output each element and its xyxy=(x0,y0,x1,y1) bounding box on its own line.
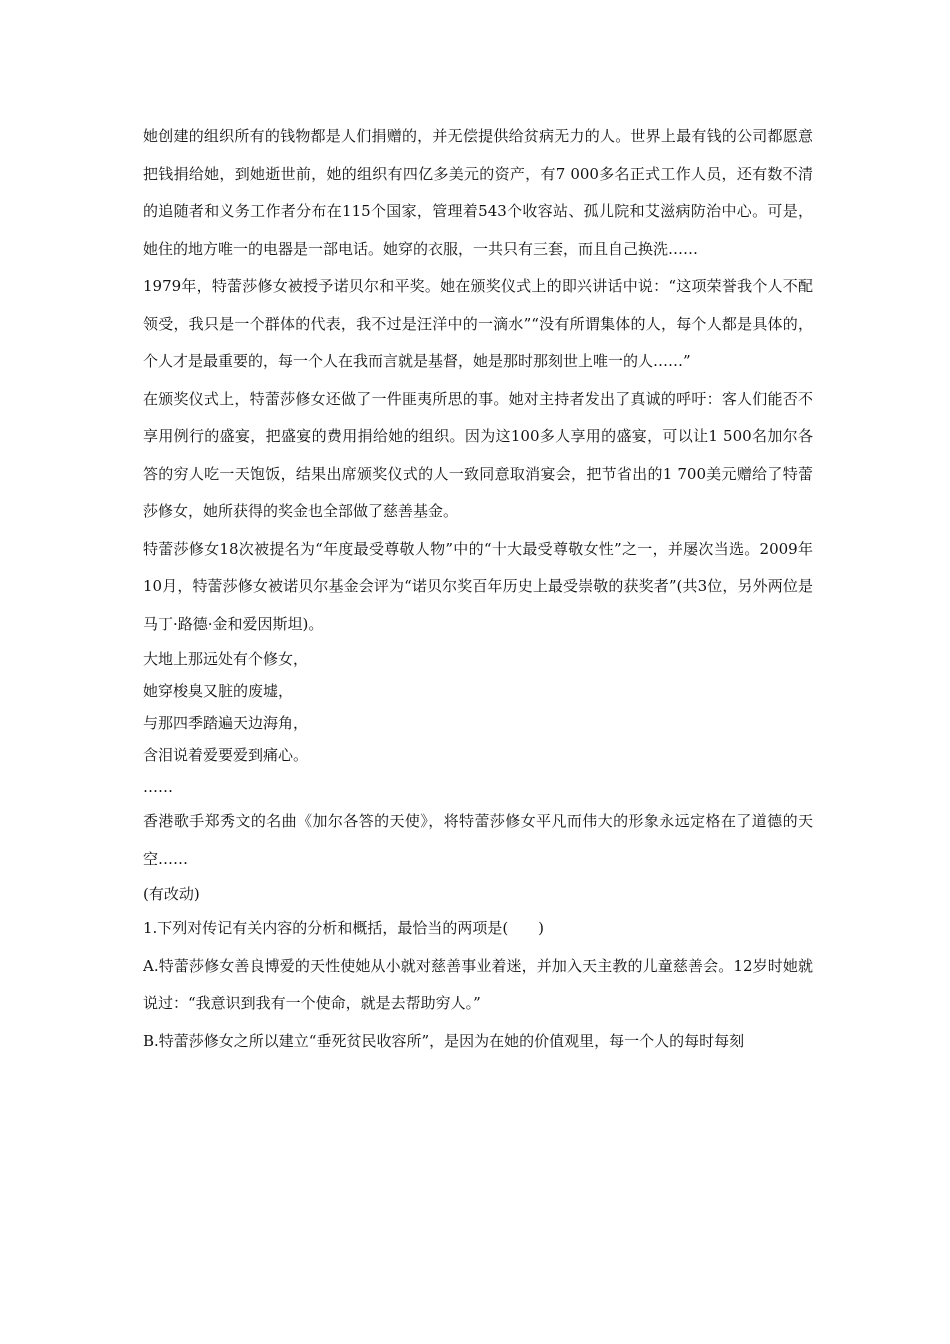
document-body xyxy=(143,118,813,1060)
poem-line: 大地上那远处有个修女， xyxy=(143,650,309,668)
poem-line: 她穿梭臭又脏的废墟， xyxy=(143,682,294,700)
paragraph-closing: 香港歌手郑秀文的名曲《加尔各答的天使》，将特蕾莎修女平凡而伟大的形象永远定格在了道德的天空…… xyxy=(143,812,813,868)
poem-line: 含泪说着爱要爱到痛心。 xyxy=(143,746,309,764)
question-option-b: B.特蕾莎修女之所以建立“垂死贫民收容所”，是因为在她的价值观里，每一个人的每时每刻 xyxy=(143,1031,745,1050)
poem-line: 与那四季踏遍天边海角， xyxy=(143,714,309,732)
paragraph-organization-assets: 她创建的组织所有的钱物都是人们捐赠的，并无偿提供给贫病无力的人。世界上最有钱的公司都愿意把钱捐给她，到她逝世前，她的组织有四亿多美元的资产，有7 000多名正式工作人员，还有数不清的追随者和义务工作者分布在115个国家，管理着543个收容站、孤儿院和艾滋病防治中心。可是，她住的地方唯一的电器是一部电话。她穿的衣服，一共只有三套，而且自己换洗…… xyxy=(143,127,813,258)
question-option-a: A.特蕾莎修女善良博爱的天性使她从小就对慈善事业着迷，并加入天主教的儿童慈善会。12岁时她就说过：“我意识到我有一个使命，就是去帮助穷人。” xyxy=(143,956,813,1012)
poem-block xyxy=(143,643,813,803)
paragraph-nobel-speech: 1979年，特蕾莎修女被授予诺贝尔和平奖。她在颁奖仪式上的即兴讲话中说：“这项荣誉我个人不配领受，我只是一个群体的代表，我不过是汪洋中的一滴水”“没有所谓集体的人，每个人都是具体的，个人才是最重要的，每一个人在我而言就是基督，她是那时那刻世上唯一的人……” xyxy=(143,277,813,370)
source-note: (有改动) xyxy=(143,885,200,903)
question-block xyxy=(143,910,813,1060)
poem-ellipsis: …… xyxy=(143,778,173,796)
question-stem: 1.下列对传记有关内容的分析和概括，最恰当的两项是( ) xyxy=(143,919,545,937)
paragraph-banquet: 在颁奖仪式上，特蕾莎修女还做了一件匪夷所思的事。她对主持者发出了真诚的呼吁：客人们能否不享用例行的盛宴，把盛宴的费用捐给她的组织。因为这100多人享用的盛宴，可以让1 500名加尔各答的穷人吃一天饱饭，结果出席颁奖仪式的人一致同意取消宴会，把节省出的1 700美元赠给了特蕾莎修女，她所获得的奖金也全部做了慈善基金。 xyxy=(143,389,813,520)
paragraph-honors: 特蕾莎修女18次被提名为“年度最受尊敬人物”中的“十大最受尊敬女性”之一，并屡次当选。2009年10月，特蕾莎修女被诺贝尔基金会评为“诺贝尔奖百年历史上最受崇敬的获奖者”(共3位，另外两位是马丁·路德·金和爱因斯坦)。 xyxy=(143,539,813,633)
